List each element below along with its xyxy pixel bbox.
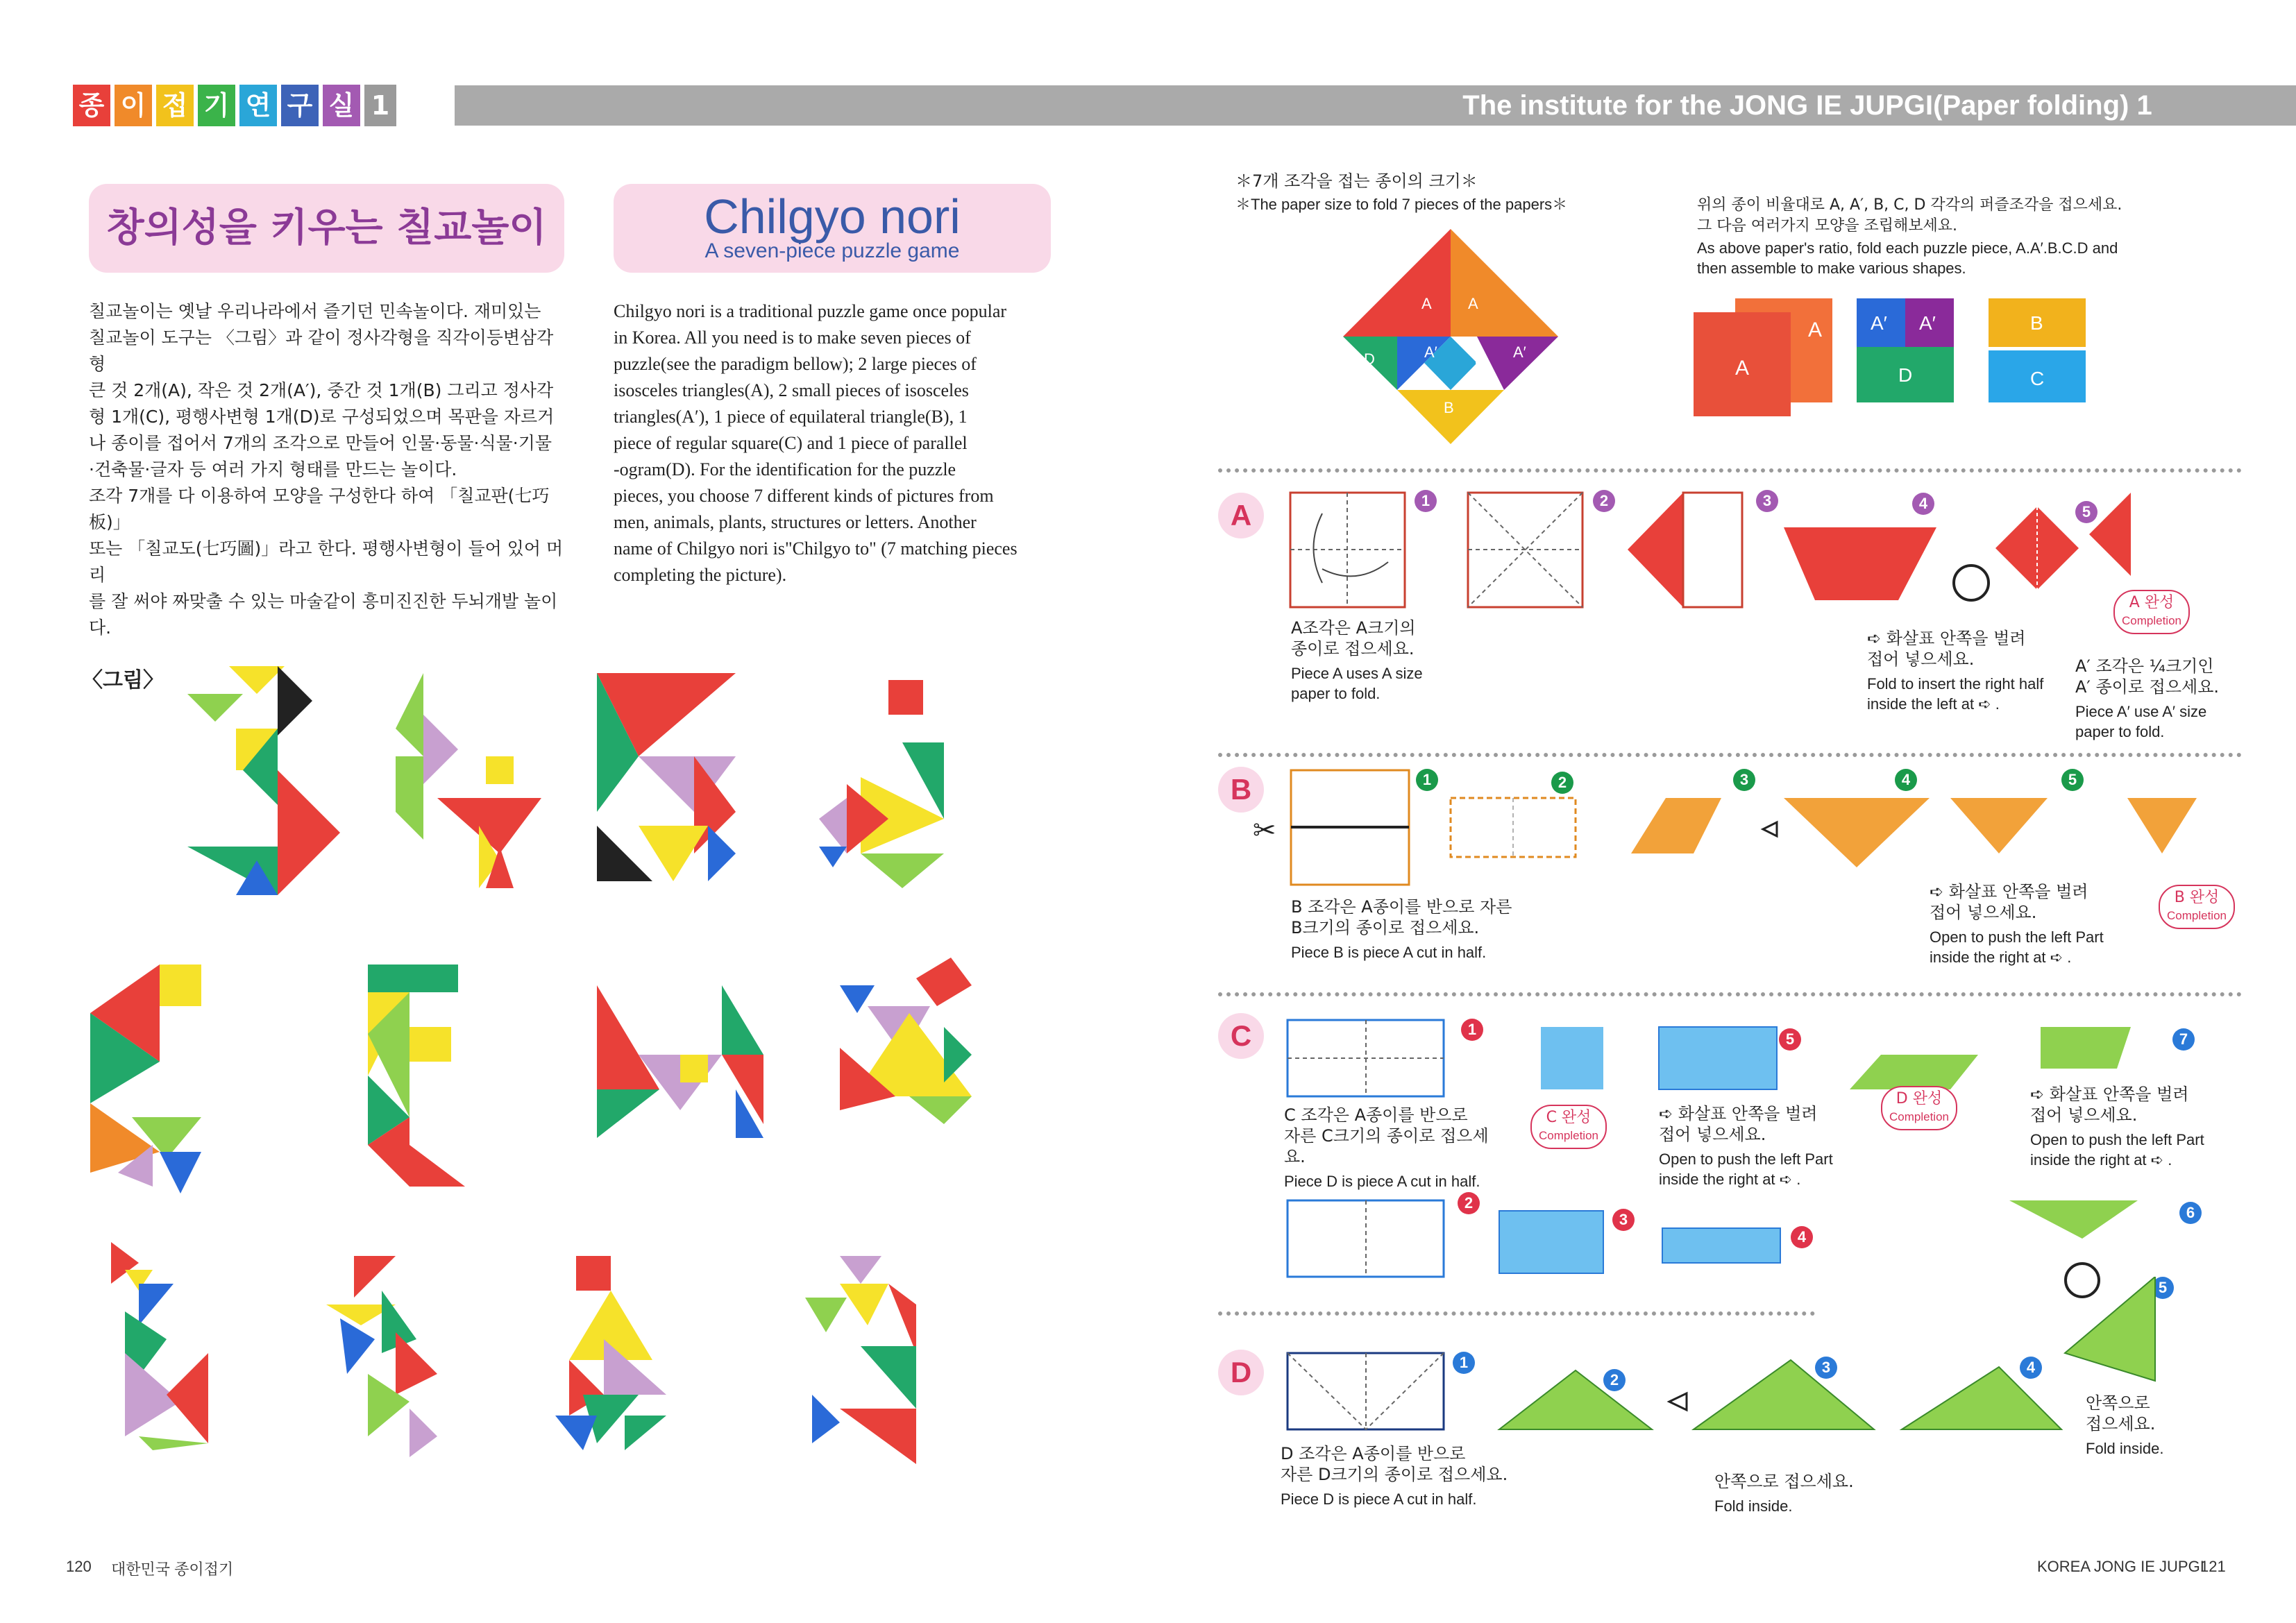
step-number: 5 — [2075, 501, 2097, 523]
figure-label: 〈그림〉 — [82, 668, 164, 692]
section-a-badge: A — [1218, 493, 1264, 538]
body-korean — [89, 298, 564, 641]
body-english — [614, 298, 1051, 588]
title-tile: 구 — [281, 85, 319, 126]
body-line: triangles(A′), 1 piece of equilateral triangle(B), 1 — [614, 407, 968, 427]
sheet-label-b: B — [2030, 312, 2043, 334]
note-ko: ➪ 화살표 안쪽을 벌려 접어 넣으세요. — [1930, 882, 2088, 922]
body-line: 를 잘 써야 짜맞출 수 있는 마술같이 흥미진진한 두뇌개발 놀이다. — [89, 591, 558, 638]
body-line: men, animals, plants, structures or letters. Another — [614, 512, 977, 532]
note-en: Open to push the left Part inside the right at ➪ . — [2030, 1131, 2204, 1169]
section-b-note-2 — [1930, 881, 2152, 967]
title-en: Chilgyo nori — [704, 189, 961, 244]
title-tile: 실 — [323, 85, 360, 126]
body-line: piece of regular square(C) and 1 piece of parallel — [614, 433, 968, 453]
section-c-badge: C — [1218, 1013, 1264, 1059]
footer-right-text: KOREA JONG IE JUPGI — [2037, 1558, 2204, 1575]
tangram-digit-5 — [597, 673, 736, 881]
section-a-completion — [2113, 590, 2190, 634]
subtitle-en: A seven-piece puzzle game — [704, 239, 960, 262]
sheet-label-a-prime: A′ — [1871, 312, 1887, 334]
step-number: 6 — [2179, 1202, 2202, 1224]
section-b-completion — [2159, 885, 2235, 929]
section-d-note-1 — [1281, 1443, 1558, 1509]
section-a-note-2 — [1867, 628, 2089, 714]
body-line: isosceles triangles(A), 2 small pieces of isosceles — [614, 380, 969, 400]
completion-ko: A 완성 — [2129, 594, 2175, 611]
body-line: 칠교놀이는 옛날 우리나라에서 즐기던 민속놀이다. 재미있는 — [89, 301, 541, 321]
label-d: D — [1364, 350, 1375, 368]
note-en: Piece D is piece A cut in half. — [1284, 1173, 1480, 1190]
section-a-note-3 — [2075, 656, 2256, 742]
sheet-label-a: A — [1735, 357, 1750, 380]
body-line: 형 1개(C), 평행사변형 1개(D)로 구성되었으며 목판을 자르거 — [89, 407, 555, 427]
step-number: 4 — [2020, 1357, 2042, 1379]
body-line: 큰 것 2개(A), 작은 것 2개(A′), 중간 것 1개(B) 그리고 정사각 — [89, 380, 554, 400]
body-line: name of Chilgyo nori is"Chilgyo to" (7 matching pieces — [614, 538, 1018, 559]
title-tile: 접 — [156, 85, 194, 126]
note-ko: A′ 조각은 ¼크기인 A′ 종이로 접으세요. — [2075, 656, 2220, 697]
body-line: puzzle(see the paradigm bellow); 2 large pieces of — [614, 354, 977, 374]
paper-size-title-ko: ＊7개 조각을 접는 종이의 크기＊ — [1235, 171, 1478, 191]
step-number: 2 — [1603, 1369, 1626, 1391]
section-c-note-2 — [1659, 1103, 1881, 1189]
instructions-en-2: then assemble to make various shapes. — [1697, 260, 1966, 277]
step-number: 4 — [1895, 769, 1917, 791]
note-en: Fold inside. — [1714, 1497, 1793, 1515]
note-en: Piece A′ use A′ size paper to fold. — [2075, 703, 2207, 740]
note-ko: 안쪽으로 접으세요. — [1714, 1472, 1854, 1491]
instructions-ko-1: 위의 종이 비율대로 A, A′, B, C, D 각각의 퍼즐조각을 접으세요. — [1697, 196, 2122, 214]
section-c-note-3 — [2030, 1084, 2252, 1170]
completion-ko: C 완성 — [1546, 1109, 1592, 1126]
note-en: Fold inside. — [2086, 1440, 2164, 1457]
tangram-letter-m — [597, 985, 763, 1138]
body-line: completing the picture). — [614, 565, 787, 585]
paper-sheets — [1694, 298, 2110, 423]
section-a-note-1 — [1291, 618, 1513, 704]
step-number: 2 — [1551, 772, 1573, 794]
sheet-label-a-prime: A′ — [1919, 312, 1936, 334]
section-d-completion — [1881, 1086, 1957, 1130]
tangram-figure-bird — [805, 1256, 916, 1464]
tangram-figure-kneeling — [555, 1256, 666, 1450]
sheet-label-d: D — [1898, 364, 1913, 386]
section-b-note-1 — [1291, 897, 1569, 962]
body-line: -ogram(D). For the identification for the puzzle — [614, 459, 956, 479]
completion-ko: B 완성 — [2174, 889, 2220, 906]
step-number: 5 — [2152, 1277, 2174, 1299]
completion-en: Completion — [2122, 614, 2181, 627]
tangram-digit-4 — [396, 673, 541, 888]
body-line: in Korea. All you need is to make seven pieces of — [614, 328, 971, 348]
completion-en: Completion — [1889, 1110, 1949, 1123]
step-number: 3 — [1612, 1209, 1635, 1231]
note-ko: ➪ 화살표 안쪽을 벌려 접어 넣으세요. — [1659, 1104, 1818, 1144]
section-b-badge: B — [1218, 767, 1264, 813]
body-line: 또는 「칠교도(七巧圖)」라고 한다. 평행사변형이 들어 있어 머리 — [89, 538, 564, 585]
note-en: Open to push the left Part inside the right at ➪ . — [1930, 928, 2104, 966]
title-tile: 종 — [73, 85, 110, 126]
divider — [1218, 468, 2242, 473]
sheet-label-c: C — [2030, 368, 2045, 389]
step-number: 7 — [2172, 1028, 2195, 1051]
tangram-letter-c — [90, 965, 201, 1193]
footer-left-text: 대한민국 종이접기 — [111, 1561, 234, 1578]
step-number: 2 — [1593, 490, 1615, 512]
step-number: 1 — [1415, 490, 1437, 512]
instructions-en-1: As above paper's ratio, fold each puzzle piece, A.A′.B.C.D and — [1697, 239, 2118, 257]
header-title-tiles — [73, 85, 396, 126]
step-number: 4 — [1791, 1226, 1813, 1248]
tangram-digit-3 — [187, 666, 340, 895]
note-ko: B 조각은 A종이를 반으로 자른 B크기의 종이로 접으세요. — [1291, 897, 1512, 937]
tangram-letter-e — [368, 965, 465, 1187]
step-number: 4 — [1912, 493, 1934, 515]
label-a-prime: A′ — [1424, 343, 1437, 361]
section-d-note-3 — [2086, 1393, 2225, 1459]
step-number: 3 — [1733, 769, 1755, 791]
title-ko: 창의성을 키우는 칠교놀이 — [106, 205, 547, 250]
tangram-figure-runner — [326, 1256, 437, 1457]
body-line: pieces, you choose 7 different kinds of pictures from — [614, 486, 994, 506]
note-en: Open to push the left Part inside the right at ➪ . — [1659, 1150, 1833, 1188]
label-c: C — [1475, 354, 1486, 371]
header-english-title: The institute for the JONG IE JUPGI(Paper folding) 1 — [1462, 90, 2152, 121]
note-ko: 안쪽으로 접으세요. — [2086, 1393, 2156, 1434]
section-c-note-1 — [1284, 1105, 1506, 1191]
step-number: 5 — [1779, 1028, 1801, 1051]
tangram-square-diagram — [1343, 229, 1558, 444]
note-ko: ➪ 화살표 안쪽을 벌려 접어 넣으세요. — [1867, 629, 2026, 669]
step-number: 2 — [1458, 1192, 1480, 1214]
divider — [1218, 992, 2242, 996]
step-number: 1 — [1416, 769, 1438, 791]
title-tile-number: 1 — [364, 85, 396, 126]
note-ko: C 조각은 A종이를 반으로 자른 C크기의 종이로 접으세요. — [1284, 1105, 1489, 1166]
label-b: B — [1444, 399, 1454, 416]
body-line: 칠교놀이 도구는 〈그림〉과 같이 정사각형을 직각이등변삼각형 — [89, 328, 554, 374]
page-number-left: 120 — [66, 1558, 92, 1575]
completion-en: Completion — [2167, 909, 2227, 922]
label-a: A — [1468, 295, 1478, 312]
note-ko: ➪ 화살표 안쪽을 벌려 접어 넣으세요. — [2030, 1085, 2189, 1125]
tangram-figure-cat — [111, 1242, 208, 1450]
completion-ko: D 완성 — [1896, 1090, 1943, 1107]
note-ko: D 조각은 A종이를 반으로 자른 D크기의 종이로 접으세요. — [1281, 1444, 1508, 1484]
title-tile: 연 — [239, 85, 277, 126]
label-a-prime: A′ — [1513, 343, 1526, 361]
tangram-figure-top-right — [819, 680, 944, 888]
step-number: 5 — [2061, 769, 2084, 791]
step-number: 1 — [1453, 1352, 1475, 1374]
tangram-figure-middle-right — [840, 958, 972, 1124]
tangram-figures — [69, 659, 1076, 1464]
note-en: Piece D is piece A cut in half. — [1281, 1490, 1477, 1508]
sheet-label-a: A — [1808, 318, 1823, 341]
scissors-icon: ✂ — [1253, 815, 1276, 847]
note-en: Fold to insert the right half inside the left at ➪ . — [1867, 675, 2044, 713]
title-tile: 기 — [198, 85, 235, 126]
section-c-completion — [1530, 1105, 1607, 1149]
label-a: A — [1421, 295, 1432, 312]
divider — [1218, 753, 2242, 757]
body-line: 나 종이를 접어서 7개의 조각으로 만들어 인물·동물·식물·기물 — [89, 433, 552, 453]
step-number: 3 — [1815, 1357, 1837, 1379]
body-line: Chilgyo nori is a traditional puzzle game once popular — [614, 301, 1007, 321]
completion-en: Completion — [1539, 1129, 1598, 1142]
instructions-ko-2: 그 다음 여러가지 모양을 조립해보세요. — [1697, 217, 1957, 235]
body-line: ·건축물·글자 등 여러 가지 형태를 만드는 놀이다. — [89, 459, 457, 479]
title-tile: 이 — [115, 85, 152, 126]
step-number: 1 — [1461, 1019, 1483, 1041]
page-number-right: 121 — [2200, 1558, 2226, 1575]
section-d-note-2 — [1714, 1471, 1936, 1516]
body-line: 조각 7개를 다 이용하여 모양을 구성한다 하여 「칠교판(七巧板)」 — [89, 486, 550, 532]
section-d-badge: D — [1218, 1350, 1264, 1395]
note-en: Piece B is piece A cut in half. — [1291, 944, 1487, 961]
paper-size-title-en: ＊The paper size to fold 7 pieces of the papers＊ — [1235, 196, 1568, 213]
section-d-steps — [1284, 1277, 2186, 1464]
step-number: 3 — [1756, 490, 1778, 512]
note-en: Piece A uses A size paper to fold. — [1291, 665, 1423, 702]
note-ko: A조각은 A크기의 종이로 접으세요. — [1291, 618, 1416, 658]
